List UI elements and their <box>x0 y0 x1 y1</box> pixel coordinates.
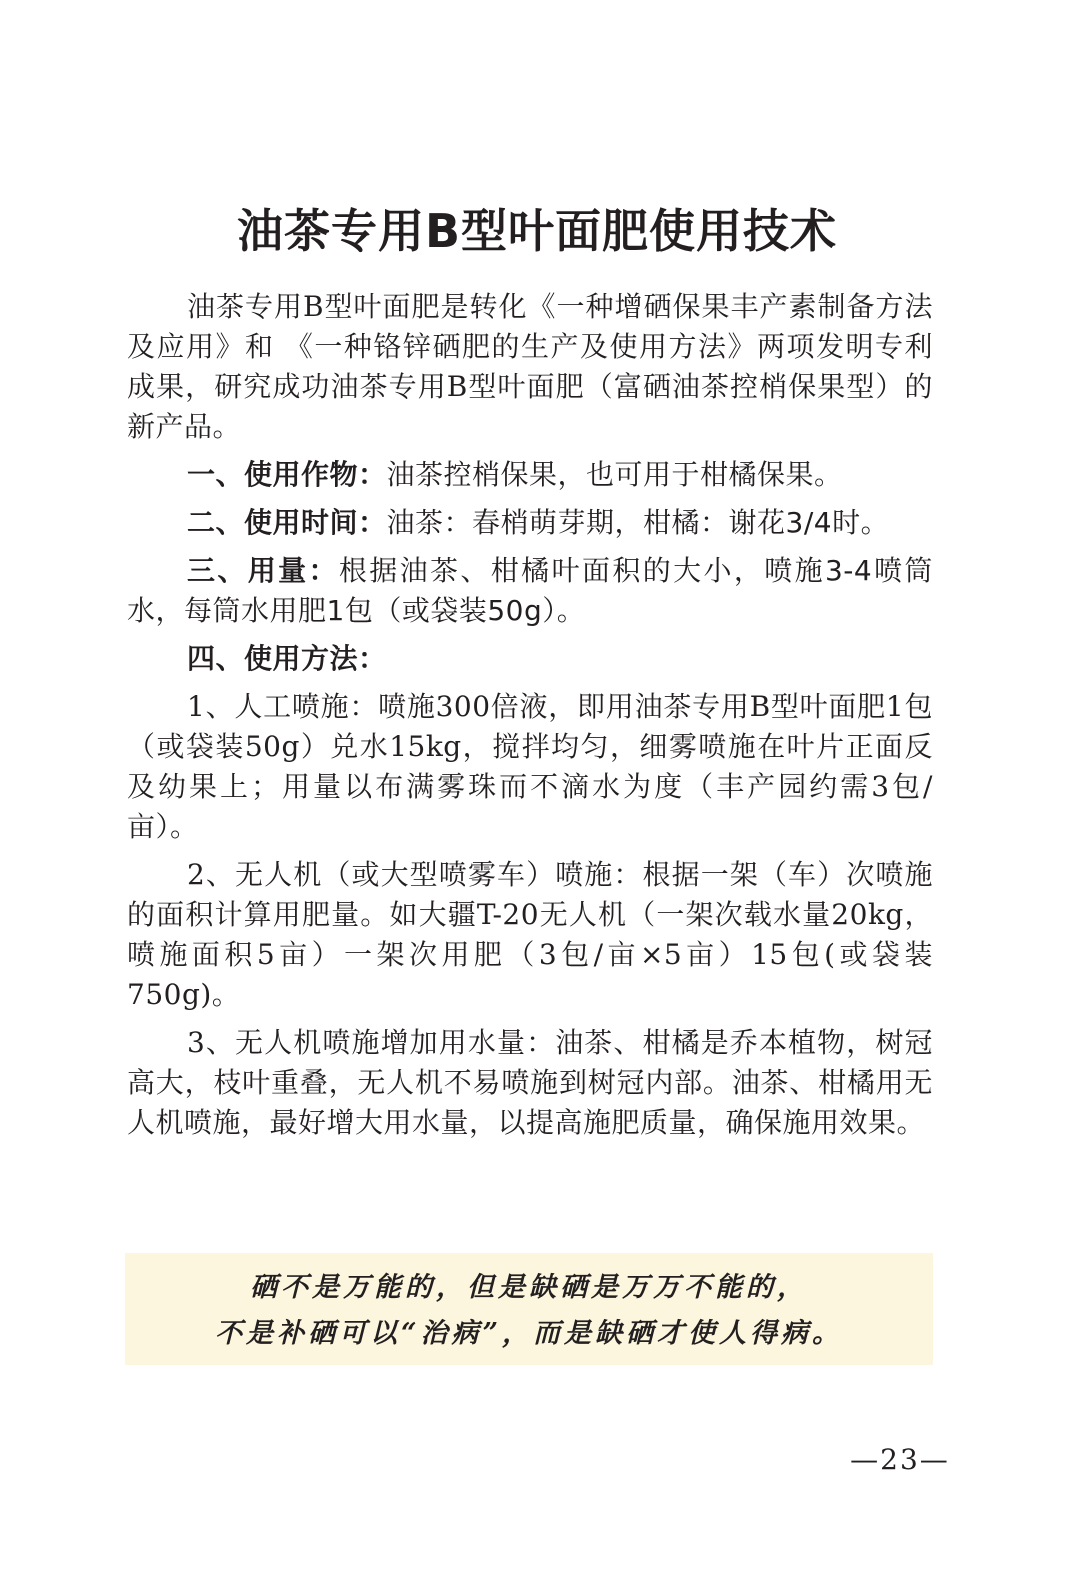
section-lead: 三、用量： <box>187 554 339 587</box>
section-usage-crops <box>127 455 933 495</box>
quote-line-1: 硒不是万能的，但是缺硒是万万不能的， <box>250 1272 808 1303</box>
method-drone-water: 3、无人机喷施增加用水量：油茶、柑橘是乔本植物，树冠高大，枝叶重叠，无人机不易喷施到树冠内部。油茶、柑橘用无人机喷施，最好增大用水量，以提高施肥质量，确保施用效果。 <box>127 1026 933 1139</box>
section-dosage <box>127 551 933 631</box>
section-text: 油茶控梢保果，也可用于柑橘保果。 <box>386 458 843 491</box>
section-usage-method <box>127 639 933 679</box>
method-drone-spray: 2、无人机（或大型喷雾车）喷施：根据一架（车）次喷施的面积计算用肥量。如大疆T-20无人机（一架次载水量20kg，喷施面积5亩）一架次用肥（3包/亩×5亩）15包(或袋装750g)。 <box>127 858 933 1011</box>
section-text: 根据油茶、柑橘叶面积的大小，喷施3-4喷筒水，每筒水用肥1包（或袋装50g）。 <box>127 554 933 627</box>
section-text: 油茶：春梢萌芽期，柑橘：谢花3/4时。 <box>386 506 890 539</box>
section-lead: 四、使用方法： <box>187 642 387 675</box>
page-title: 油茶专用B型叶面肥使用技术 <box>236 204 838 258</box>
quote-line-2: 不是补硒可以“治病”，而是缺硒才使人得病。 <box>214 1318 844 1349</box>
method-manual-spray: 1、人工喷施：喷施300倍液，即用油茶专用B型叶面肥1包（或袋装50g）兑水15kg，搅拌均匀，细雾喷施在叶片正面反及幼果上；用量以布满雾珠而不滴水为度（丰产园约需3包/亩）。 <box>127 690 933 843</box>
selenium-quote-box <box>125 1253 933 1365</box>
page-number: —23— <box>850 1443 950 1476</box>
intro-paragraph: 油茶专用B型叶面肥是转化《一种增硒保果丰产素制备方法及应用》和 《一种铬锌硒肥的生产及使用方法》两项发明专利成果，研究成功油茶专用B型叶面肥（富硒油茶控梢保果型）的新产品。 <box>127 290 933 443</box>
section-usage-time <box>127 503 933 543</box>
body-text <box>127 287 933 1151</box>
section-lead: 一、使用作物： <box>187 458 387 491</box>
section-lead: 二、使用时间： <box>187 506 387 539</box>
